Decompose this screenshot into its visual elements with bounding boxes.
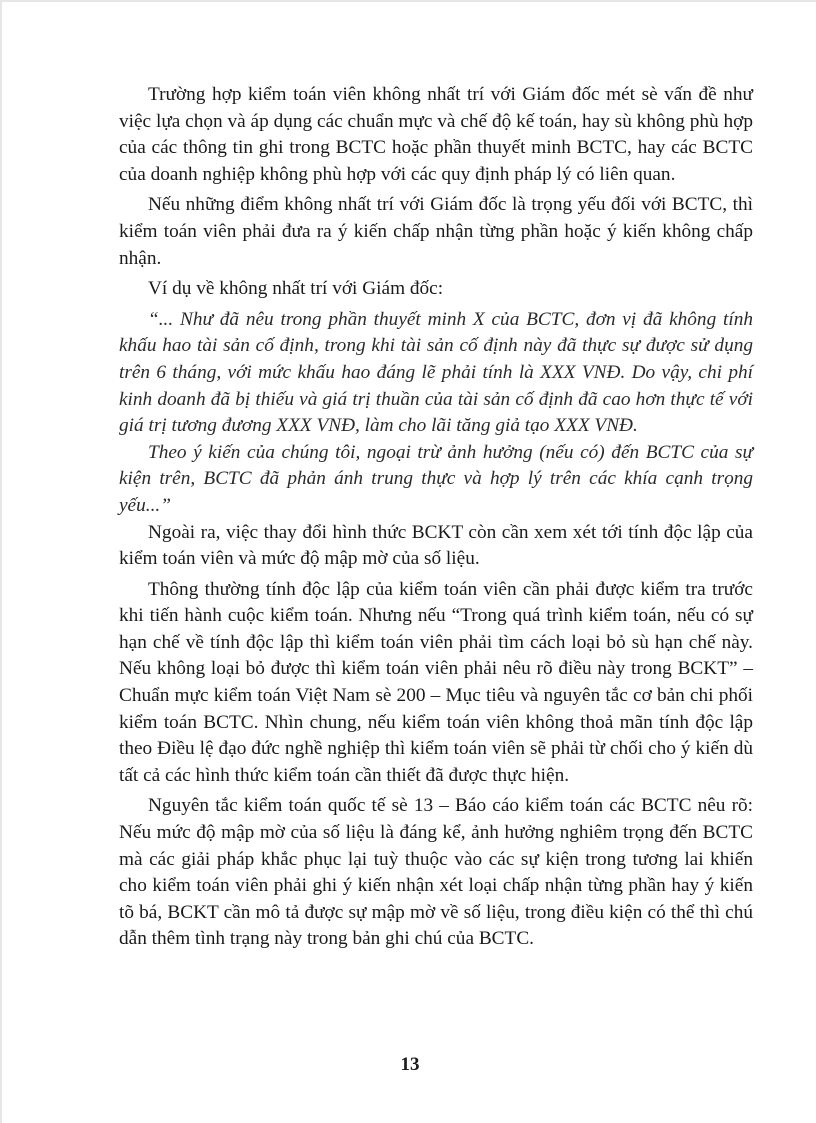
- paragraph-international-standard: Nguyên tắc kiểm toán quốc tế sè 13 – Báo cáo kiểm toán các BCTC nêu rõ: Nếu mức độ mập mờ của số liệu là đáng kể, ảnh hưởng nghiêm trọng đến BCTC mà các giải pháp khắc phục lại tuỳ thuộc vào các sự kiện trong tương lai khiến cho kiểm toán viên phải ghi ý kiến nhận xét loại chấp nhận từng phần hay ý kiến tõ bá, BCKT cần mô tả được sự mập mờ về số liệu, trong điều kiện có thể thì chú dẫn thêm tình trạng này trong bản ghi chú của BCTC.: [119, 795, 753, 950]
- paragraph-material-disagreement: Nếu những điểm không nhất trí với Giám đốc là trọng yếu đối với BCTC, thì kiểm toán viên phải đưa ra ý kiến chấp nhận từng phần hoặc ý kiến không chấp nhận.: [119, 194, 753, 269]
- paragraph-example-heading: Ví dụ về không nhất trí với Giám đốc:: [148, 278, 444, 300]
- paragraph-independence-ambiguity: Ngoài ra, việc thay đổi hình thức BCKT còn cần xem xét tới tính độc lập của kiểm toán viên và mức độ mập mờ của số liệu.: [119, 521, 753, 570]
- paragraph-independence-standard: Thông thường tính độc lập của kiểm toán viên cần phải được kiểm tra trước khi tiến hành cuộc kiểm toán. Nhưng nếu “Trong quá trình kiểm toán, nếu có sự hạn chế về tính độc lập thì kiểm toán viên phải tìm cách loại bỏ sù hạn chế này. Nếu không loại bỏ được thì kiểm toán viên phải nêu rõ điều này trong BCKT” – Chuẩn mực kiểm toán Việt Nam sè 200 – Mục tiêu và nguyên tắc cơ bản chi phối kiểm toán BCTC. Nhìn chung, nếu kiểm toán viên không thoả mãn tính độc lập theo Điều lệ đạo đức nghề nghiệp thì kiểm toán viên sẽ phải từ chối cho ý kiến dù tất cả các hình thức kiểm toán cần thiết đã được thực hiện.: [119, 578, 753, 786]
- document-body: [119, 82, 753, 957]
- paragraph-disagreement-intro: Trường hợp kiểm toán viên không nhất trí với Giám đốc mét sè vấn đề như việc lựa chọn và áp dụng các chuẩn mực và chế độ kế toán, hay sù không phù hợp của các thông tin ghi trong BCTC hoặc phần thuyết minh BCTC, hay các BCTC của doanh nghiệp không phù hợp với các quy định pháp lý có liên quan.: [119, 84, 753, 185]
- quote-opinion-example: Theo ý kiến của chúng tôi, ngoại trừ ảnh hưởng (nếu có) đến BCTC của sự kiện trên, BCTC đã phản ánh trung thực và hợp lý trên các khía cạnh trọng yếu...”: [119, 441, 753, 516]
- page-number: 13: [400, 1054, 420, 1075]
- quote-depreciation-example: “... Như đã nêu trong phần thuyết minh X của BCTC, đơn vị đã không tính khấu hao tài sản cố định, trong khi tài sản cố định này đã thực sự được sử dụng trên 6 tháng, với mức khấu hao đáng lẽ phải tính là XXX VNĐ. Do vậy, chi phí kinh doanh đã bị thiếu và giá trị thuần của tài sản cố định đã cao hơn thực tế với giá trị tương đương XXX VNĐ, làm cho lãi tăng giả tạo XXX VNĐ.: [119, 308, 753, 437]
